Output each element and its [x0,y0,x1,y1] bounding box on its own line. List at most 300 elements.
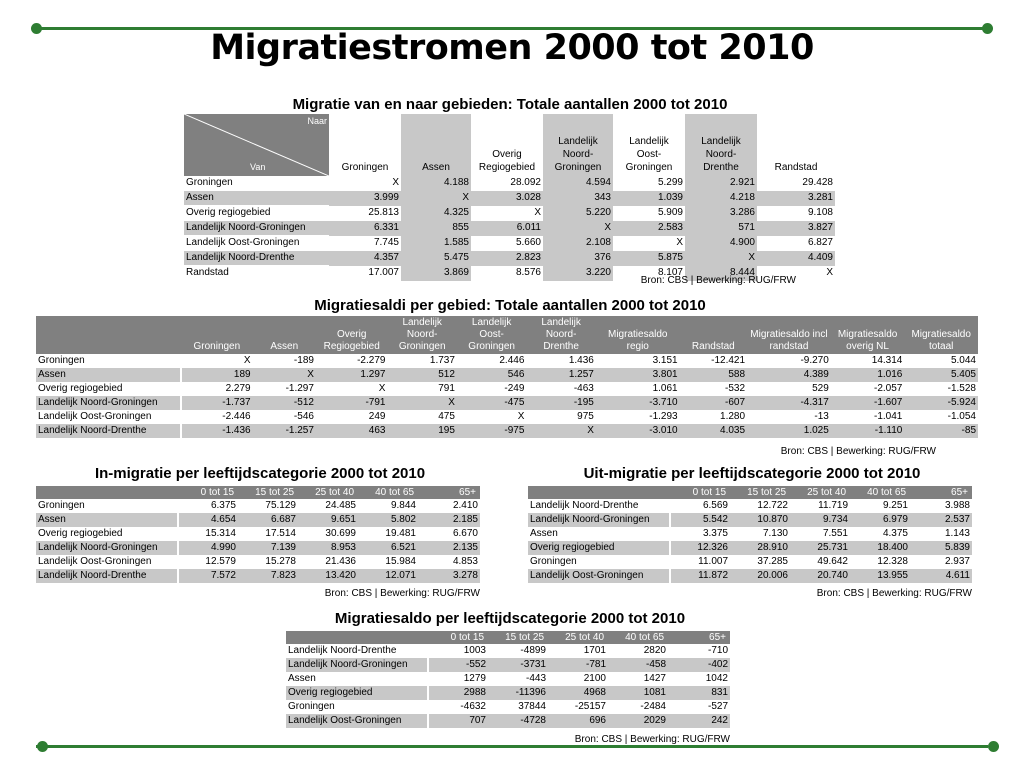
table5-col-header-text: 65+ [709,632,726,643]
table-cell: 242 [668,714,730,728]
table3-col-header [358,486,418,499]
table2-col-header [680,316,747,354]
row-label: Assen [36,513,178,527]
table-cell: 3.281 [757,191,835,206]
table-cell: 2.537 [910,513,972,527]
table-cell: 1.280 [720,411,746,422]
table-cell: 6.375 [210,500,236,511]
table-cell: 3.801 [596,368,680,382]
table-cell: 7.551 [822,528,848,539]
table2-col-header-text: Migratiesaldo totaal [911,329,971,352]
row-label: Landelijk Noord-Drenthe [286,644,428,658]
table-cell: 2.135 [418,541,480,555]
table-cell: 4.325 [401,206,471,221]
table-cell: 463 [316,424,388,438]
row-label: Landelijk Oost-Groningen [36,555,178,569]
table-cell: 249 [368,411,386,422]
table2-source: Bron: CBS | Bewerking: RUG/FRW [780,446,936,457]
table-cell: -532 [725,383,746,394]
table-row [36,368,978,382]
table-cell: 475 [438,411,455,422]
table-cell: 571 [685,221,757,236]
row-label: Landelijk Oost-Groningen [184,236,329,251]
table-cell: 3.151 [652,355,678,366]
table2-col-header [457,316,526,354]
table-cell: -1.607 [831,396,905,410]
table-cell: 9.844 [390,500,416,511]
row-label: Groningen [528,555,670,569]
table-cell: -546 [293,411,314,422]
table-cell: 2100 [583,673,606,684]
table-cell: -975 [457,424,526,438]
table2-col-header-text: Groningen [193,341,241,352]
table-cell: 6.011 [471,221,543,236]
table-cell: X [685,251,757,266]
table1-col-header: Groningen [341,162,389,173]
table2-corner-cell [36,316,181,354]
table3-col-header [178,486,238,499]
table-cell: 18.400 [850,541,910,555]
table2-col-header [526,316,595,354]
table2-col-header-text: Migratiesaldo overig NL [837,329,898,352]
table-cell: X [401,191,471,206]
table-cell: 1.143 [944,528,970,539]
table1-col-header [613,114,685,176]
table-cell: -1.737 [181,396,253,410]
table3-col-header-text: 15 tot 25 [255,487,294,498]
table-cell: -458 [608,658,668,672]
table-cell: -249 [504,383,525,394]
table4-corner-cell [528,486,670,499]
table-cell: 4.357 [329,251,401,266]
table1-col-header [471,114,543,176]
bottom-left-dot [37,741,48,752]
table-cell: 1279 [463,673,486,684]
table2-col-header-text: Migratiesaldo regio [608,329,668,352]
row-label: Landelijk Noord-Groningen [36,541,178,555]
table-cell: 5.044 [950,355,976,366]
table-cell: -85 [904,424,978,438]
table-cell: 4.218 [685,191,757,206]
table5-col-header [428,631,488,644]
row-label: Landelijk Noord-Drenthe [184,251,329,266]
table1-col-header-text: Landelijk Oost-Groningen [625,136,673,173]
table-cell: 3.988 [944,500,970,511]
table-cell: -512 [253,396,316,410]
table-cell: 3.999 [329,191,401,206]
table-cell: -1.054 [947,411,976,422]
table-cell: 25.731 [790,541,850,555]
table-row [286,714,730,728]
table-cell: 11.007 [698,556,728,567]
table1-title: Migratie van en naar gebieden: Totale aantallen 2000 tot 2010 [292,96,728,113]
table-cell: 1.039 [613,191,685,206]
balance-age-table [286,631,730,728]
table-cell: 28.910 [730,541,790,555]
row-label: Groningen [184,176,329,191]
table2-col-header-text: Overig Regiogebied [323,329,380,352]
table-cell: 512 [387,368,456,382]
table-cell: -552 [428,658,488,672]
table4-header-row [528,486,972,499]
table-cell: 8.444 [685,266,757,281]
table-cell: 5.220 [543,206,613,221]
table3-title: In-migratie per leeftijdscategorie 2000 tot 2010 [94,465,426,482]
row-label: Landelijk Noord-Groningen [36,396,181,410]
table2-col-header [316,316,388,354]
table2-col-header [747,316,831,354]
table1-col-header-text: Landelijk Noord-Groningen [554,136,602,173]
table1-col-header-text: Landelijk Noord-Drenthe [701,136,741,173]
table-cell: 4.389 [747,368,831,382]
table2-col-header [596,316,680,354]
table-cell: X [392,177,399,189]
table-cell: -1.257 [253,424,316,438]
table-cell: 4.035 [680,424,747,438]
table4-source: Bron: CBS | Bewerking: RUG/FRW [816,588,972,599]
table-cell: 1.025 [747,424,831,438]
table-cell: X [826,267,833,278]
table-cell: -2.057 [874,383,903,394]
table-cell: -1.297 [285,383,314,394]
bottom-right-dot [988,741,999,752]
table-cell: 37.285 [757,556,788,567]
table5-col-header-text: 0 tot 15 [450,632,484,643]
table-cell: 10.870 [730,513,790,527]
table4-col-header [730,486,790,499]
table-cell: -25157 [574,701,606,712]
row-label: Landelijk Oost-Groningen [36,410,181,424]
table-cell: 2.823 [471,251,543,266]
table-cell: -1.436 [181,424,253,438]
table-cell: 30.699 [325,528,356,539]
table-cell: 5.660 [515,237,541,248]
table1-header-row [184,114,835,176]
table-cell: 5.909 [657,207,683,218]
table-cell: 1.257 [526,368,595,382]
table-cell: 529 [812,383,829,394]
migration-matrix-table [184,114,835,281]
table-cell: 6.670 [452,528,478,539]
table-cell: -2.446 [222,411,251,422]
table-cell: 707 [428,714,488,728]
table-cell: 14.314 [871,355,903,366]
table-row [36,513,480,527]
table-cell: 189 [181,368,253,382]
table-cell: -2484 [640,701,666,712]
table-cell: 2820 [643,645,666,656]
table-row [528,555,972,569]
table-cell: 1701 [583,645,606,656]
table-cell: 1.297 [316,368,388,382]
table-cell: 2.446 [499,355,525,366]
table3-source: Bron: CBS | Bewerking: RUG/FRW [324,588,480,599]
row-label: Overig regiogebied [36,527,178,541]
row-label: Landelijk Noord-Drenthe [528,499,670,513]
table-cell: -1.293 [649,411,678,422]
table1-col-header [685,114,757,176]
table-cell: X [378,383,386,394]
table-row [36,410,978,424]
table3-col-header-text: 40 tot 65 [375,487,414,498]
table-cell: 11.719 [818,500,848,511]
table-cell: 12.326 [670,541,730,555]
table5-col-header-text: 15 tot 25 [505,632,544,643]
table-cell: 20.006 [730,569,790,583]
row-label: Landelijk Oost-Groningen [286,714,428,728]
table-cell: X [526,424,595,438]
table1-corner-cell [184,114,329,176]
table-row [286,700,730,714]
bottom-rule [36,745,988,748]
table-cell: -781 [548,658,608,672]
table-cell: 25.813 [368,207,399,218]
table4-title: Uit-migratie per leeftijdscategorie 2000 tot 2010 [583,465,921,482]
table-row [184,236,835,251]
table-cell: 2.410 [452,500,478,511]
table5-col-header [608,631,668,644]
row-label: Assen [286,672,428,686]
table-cell: 3.028 [471,191,543,206]
table2-col-header [181,316,253,354]
table5-col-header-text: 40 tot 65 [625,632,664,643]
table-row [184,191,835,206]
table-cell: 1.016 [831,368,905,382]
row-label: Overig regiogebied [528,541,670,555]
table-row [36,555,480,569]
row-label: Landelijk Noord-Groningen [184,221,329,236]
table-cell: 4.654 [178,513,238,527]
table2-col-header [904,316,978,354]
table3-col-header [418,486,480,499]
table1-col-header [543,114,613,176]
table-cell: -710 [707,645,728,656]
table2-col-header-text: Landelijk Oost-Groningen [468,317,515,352]
row-label: Landelijk Oost-Groningen [528,569,670,583]
table5-corner-cell [286,631,428,644]
table-row [36,396,978,410]
table-cell: 4.611 [910,569,972,583]
table-cell: -13 [814,411,829,422]
row-label: Landelijk Noord-Groningen [286,658,428,672]
table-cell: -12.421 [711,355,746,366]
table4-col-header [850,486,910,499]
table-cell: X [534,207,541,218]
table-cell: X [243,355,251,366]
table2-col-header [831,316,905,354]
table-cell: 855 [401,221,471,236]
table-cell: 195 [387,424,456,438]
table-cell: 7.823 [238,569,298,583]
table5-title: Migratiesaldo per leeftijdscategorie 2000 tot 2010 [334,610,686,627]
table-cell: 5.875 [613,251,685,266]
table-cell: 1.585 [401,236,471,251]
table-row [528,527,972,541]
migration-balance-table [36,316,978,438]
table-cell: 5.839 [910,541,972,555]
table-cell: -3.710 [596,396,680,410]
table1-col-header: Assen [401,114,471,176]
table-cell: 20.740 [790,569,850,583]
table-cell: 831 [668,686,730,700]
table5-col-header [488,631,548,644]
table-cell: 2.279 [225,383,251,394]
table-cell: 17.007 [368,267,399,278]
table4-col-header-text: 40 tot 65 [867,487,906,498]
table-row [36,382,978,396]
table-cell: -791 [316,396,388,410]
table4-col-header [670,486,730,499]
table-cell: X [517,411,525,422]
table-cell: 15.984 [385,556,416,567]
table-cell: -402 [668,658,730,672]
table3-col-header-text: 65+ [459,487,476,498]
table2-col-header-text: Landelijk Noord-Drenthe [541,317,581,352]
table-cell: -463 [573,383,594,394]
table-cell: -9.270 [800,355,829,366]
table-cell: -475 [457,396,526,410]
table-cell: 5.802 [358,513,418,527]
row-label: Assen [528,527,670,541]
table4-col-header [910,486,972,499]
table-cell: -4899 [520,645,546,656]
row-label: Groningen [286,700,428,714]
table-cell: -4632 [460,701,486,712]
table-cell: 6.331 [329,221,401,236]
row-label: Landelijk Noord-Drenthe [36,569,178,583]
table-cell: 2.583 [613,221,685,236]
table-cell: 21.436 [325,556,356,567]
table-cell: 8.107 [657,267,683,278]
table-cell: 12.071 [358,569,418,583]
table-row [36,569,480,583]
table-cell: 3.220 [543,266,613,281]
table3-col-header [298,486,358,499]
row-label: Landelijk Noord-Drenthe [36,424,181,438]
table-row [286,658,730,672]
row-label: Assen [184,191,329,206]
table2-col-header [387,316,456,354]
table-row [184,206,835,221]
table-cell: 5.475 [401,251,471,266]
table-cell: 4.594 [543,176,613,191]
van-label: Van [250,162,266,172]
table-cell: 4.188 [401,176,471,191]
table-row [36,541,480,555]
table-row [528,569,972,583]
table-cell: 75.129 [265,500,296,511]
table-cell: 2.937 [944,556,970,567]
table-cell: 588 [680,368,747,382]
table-cell: -195 [526,396,595,410]
table-cell: -1.528 [947,383,976,394]
table2-title: Migratiesaldi per gebied: Totale aantallen 2000 tot 2010 [314,297,706,314]
table-cell: 2988 [428,686,488,700]
table5-col-header [548,631,608,644]
table4-col-header-text: 25 tot 40 [807,487,846,498]
table-cell: 19.481 [385,528,416,539]
table-cell: -5.924 [904,396,978,410]
table-cell: 3.375 [702,528,728,539]
table-cell: 3.278 [418,569,480,583]
table-cell: 6.827 [807,237,833,248]
table-cell: -1.110 [831,424,905,438]
table-cell: 13.955 [850,569,910,583]
table2-col-header-text: Migratiesaldo incl randstad [750,329,828,352]
table5-source: Bron: CBS | Bewerking: RUG/FRW [574,734,730,745]
table-cell: X [387,396,456,410]
row-label: Overig regiogebied [36,382,181,396]
table2-col-header [253,316,316,354]
table-cell: 975 [577,411,594,422]
table-cell: -2.279 [357,355,386,366]
table1-col-header-text: Overig Regiogebied [478,149,536,173]
table-cell: 4.990 [178,541,238,555]
row-label: Overig regiogebied [184,206,329,221]
table-cell: 1.737 [429,355,455,366]
slide-title: Migratiestromen 2000 tot 2010 [210,28,814,68]
table-cell: 17.514 [265,528,296,539]
table-cell: 7.745 [373,237,399,248]
table2-header-row [36,316,978,354]
table-cell: -4728 [488,714,548,728]
table-cell: 4.375 [882,528,908,539]
table-cell: 3.286 [685,206,757,221]
table-cell: 15.278 [265,556,296,567]
table-cell: 3.869 [401,266,471,281]
table-row [36,499,480,513]
table-cell: 28.092 [510,177,541,189]
table1-col-header: Randstad [774,162,818,173]
table-cell: 6.687 [238,513,298,527]
table-row [36,424,978,438]
table-cell: 5.405 [904,368,978,382]
table3-header-row [36,486,480,499]
table-cell: 29.428 [802,177,833,189]
table-row [528,513,972,527]
table-cell: 5.299 [657,177,683,189]
table-row [286,672,730,686]
table-cell: -189 [293,355,314,366]
row-label: Assen [36,368,181,382]
table4-col-header-text: 15 tot 25 [747,487,786,498]
table5-col-header [668,631,730,644]
table-cell: 6.979 [850,513,910,527]
table-cell: -527 [707,701,728,712]
table-cell: 9.651 [298,513,358,527]
table-cell: 1.436 [568,355,594,366]
table-cell: 12.328 [877,556,908,567]
table-cell: 6.569 [702,500,728,511]
row-label: Overig regiogebied [286,686,428,700]
table2-col-header-text: Randstad [691,341,735,352]
table-cell: 1003 [463,645,486,656]
row-label: Randstad [184,266,329,281]
table4-col-header [790,486,850,499]
table-row [528,499,972,513]
table-cell: 7.139 [238,541,298,555]
table-row [184,221,835,236]
table-cell: 6.521 [358,541,418,555]
row-label: Groningen [36,499,178,513]
table-cell: 4968 [548,686,608,700]
table3-col-header-text: 0 tot 15 [200,487,234,498]
table-row [184,251,835,266]
table-cell: X [253,368,316,382]
table-cell: 546 [457,368,526,382]
table-cell: -11396 [488,686,548,700]
table-cell: 1081 [608,686,668,700]
